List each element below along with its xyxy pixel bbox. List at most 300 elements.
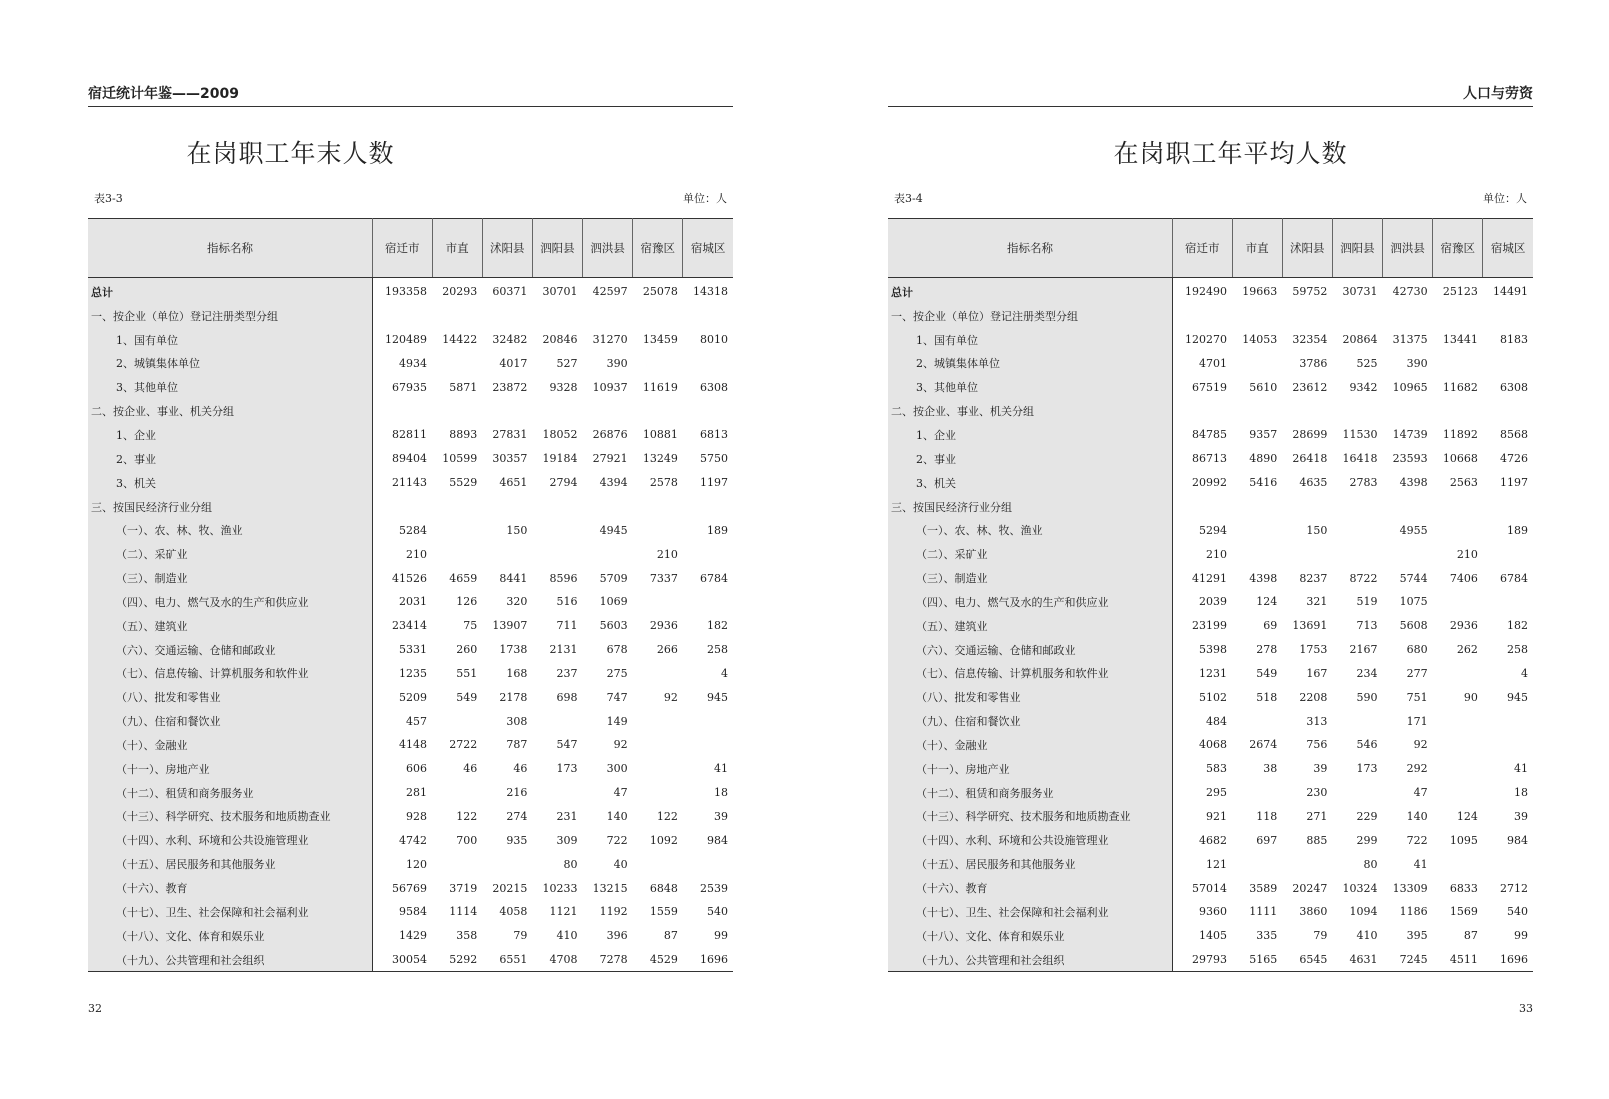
table-cell: 13691 bbox=[1292, 619, 1328, 633]
table-cell: 320 bbox=[506, 595, 528, 609]
table-cell: 7406 bbox=[1449, 571, 1478, 585]
table-cell: 2722 bbox=[449, 738, 478, 752]
table-cell: 5294 bbox=[1199, 523, 1228, 537]
table-cell: 2936 bbox=[1449, 619, 1478, 633]
table-cell bbox=[1232, 542, 1282, 566]
table-cell: 5165 bbox=[1249, 953, 1278, 967]
table-cell bbox=[432, 399, 482, 423]
table-cell bbox=[1483, 495, 1533, 519]
table-cell bbox=[532, 542, 582, 566]
table-cell: 25078 bbox=[642, 285, 678, 299]
table-cell: 8010 bbox=[700, 333, 728, 347]
table-row bbox=[88, 278, 733, 304]
table-cell: 230 bbox=[1306, 786, 1328, 800]
table-row bbox=[88, 781, 733, 805]
table-cell: 1231 bbox=[1199, 666, 1228, 680]
table-cell: 189 bbox=[1507, 523, 1528, 537]
table-cell: 5709 bbox=[599, 571, 628, 585]
table-row bbox=[888, 852, 1533, 876]
table-cell: 150 bbox=[506, 523, 528, 537]
table-cell bbox=[1433, 757, 1483, 781]
table-cell bbox=[1433, 590, 1483, 614]
table-cell bbox=[1282, 304, 1332, 328]
table-cell: 11619 bbox=[642, 380, 678, 394]
table-row bbox=[888, 278, 1533, 304]
row-label: 3、机关 bbox=[888, 471, 1173, 495]
row-label: 二、按企业、事业、机关分组 bbox=[88, 399, 373, 423]
table-cell: 5416 bbox=[1249, 476, 1278, 490]
table-cell bbox=[1232, 495, 1282, 519]
table-cell: 8568 bbox=[1500, 428, 1528, 442]
table-row bbox=[88, 495, 733, 519]
table-cell: 18 bbox=[714, 786, 728, 800]
table-cell bbox=[532, 709, 582, 733]
table-cell bbox=[683, 495, 733, 519]
table-cell: 484 bbox=[1206, 714, 1228, 728]
table-cell: 167 bbox=[1306, 666, 1328, 680]
table-cell: 935 bbox=[506, 833, 528, 847]
table-cell: 299 bbox=[1356, 833, 1378, 847]
table-cell bbox=[373, 399, 433, 423]
table-cell: 4398 bbox=[1249, 571, 1278, 585]
table-cell bbox=[1483, 590, 1533, 614]
table-cell: 300 bbox=[606, 762, 628, 776]
table-cell: 6784 bbox=[700, 571, 728, 585]
table-cell: 4631 bbox=[1349, 953, 1378, 967]
table-cell: 40 bbox=[613, 857, 628, 871]
row-label: 3、其他单位 bbox=[88, 375, 373, 399]
table-cell bbox=[583, 399, 633, 423]
row-label: （五）、建筑业 bbox=[888, 614, 1173, 638]
table-cell: 38 bbox=[1263, 762, 1278, 776]
table-cell: 67935 bbox=[392, 380, 428, 394]
row-label: （一）、农、林、牧、渔业 bbox=[88, 518, 373, 542]
table-cell: 547 bbox=[556, 738, 578, 752]
table-cell: 309 bbox=[556, 833, 578, 847]
row-label: 总计 bbox=[88, 278, 373, 304]
table-cell: 20215 bbox=[492, 881, 528, 895]
table-row bbox=[88, 471, 733, 495]
table-cell: 80 bbox=[1363, 857, 1378, 871]
row-label: （十）、金融业 bbox=[88, 733, 373, 757]
table-cell: 3589 bbox=[1249, 881, 1278, 895]
table-cell: 92 bbox=[1413, 738, 1428, 752]
table-cell bbox=[633, 518, 683, 542]
column-header: 宿豫区 bbox=[1433, 219, 1483, 278]
table-cell: 295 bbox=[1206, 786, 1228, 800]
table-cell: 4 bbox=[721, 666, 728, 680]
row-label: （四）、电力、燃气及水的生产和供应业 bbox=[888, 590, 1173, 614]
table-cell: 234 bbox=[1356, 666, 1378, 680]
table-cell bbox=[1483, 852, 1533, 876]
table-row bbox=[888, 566, 1533, 590]
column-header-indicator: 指标名称 bbox=[888, 219, 1173, 278]
row-label: （十）、金融业 bbox=[888, 733, 1173, 757]
table-cell bbox=[1282, 852, 1332, 876]
table-cell: 173 bbox=[1356, 762, 1378, 776]
table-cell: 1114 bbox=[449, 905, 478, 919]
table-cell: 6833 bbox=[1449, 881, 1478, 895]
data-table bbox=[88, 218, 733, 972]
table-cell: 262 bbox=[1456, 643, 1478, 657]
row-label: 3、机关 bbox=[88, 471, 373, 495]
table-cell: 2167 bbox=[1349, 643, 1378, 657]
row-label: （十四）、水利、环境和公共设施管理业 bbox=[88, 828, 373, 852]
table-cell: 5331 bbox=[399, 643, 428, 657]
table-cell: 46 bbox=[513, 762, 528, 776]
table-cell bbox=[1483, 709, 1533, 733]
table-cell: 16418 bbox=[1342, 452, 1378, 466]
table-cell: 20846 bbox=[542, 333, 578, 347]
table-cell: 5750 bbox=[700, 452, 728, 466]
table-cell: 3719 bbox=[449, 881, 478, 895]
table-cell: 30357 bbox=[492, 452, 528, 466]
row-label: （十一）、房地产业 bbox=[888, 757, 1173, 781]
table-cell: 168 bbox=[506, 666, 528, 680]
table-cell bbox=[1282, 399, 1332, 423]
table-cell: 69 bbox=[1263, 619, 1278, 633]
table-cell bbox=[1483, 352, 1533, 376]
table-cell: 182 bbox=[707, 619, 728, 633]
table-cell: 4058 bbox=[499, 905, 528, 919]
table-cell: 1569 bbox=[1449, 905, 1478, 919]
row-label: （二）、采矿业 bbox=[888, 542, 1173, 566]
table-cell: 122 bbox=[656, 809, 678, 823]
table-cell: 20864 bbox=[1342, 333, 1378, 347]
table-cell: 4017 bbox=[499, 356, 528, 370]
table-cell: 1559 bbox=[649, 905, 678, 919]
row-label: （一）、农、林、牧、渔业 bbox=[888, 518, 1173, 542]
table-cell: 149 bbox=[606, 714, 628, 728]
table-cell: 41 bbox=[714, 762, 728, 776]
table-cell: 525 bbox=[1356, 356, 1378, 370]
table-cell: 945 bbox=[1507, 690, 1528, 704]
row-label: 总计 bbox=[888, 278, 1173, 304]
table-row bbox=[88, 399, 733, 423]
table-cell: 41 bbox=[1413, 857, 1428, 871]
table-cell: 2208 bbox=[1299, 690, 1328, 704]
row-label: （十六）、教育 bbox=[888, 876, 1173, 900]
column-header: 市直 bbox=[432, 219, 482, 278]
table-row bbox=[888, 876, 1533, 900]
table-cell: 1235 bbox=[399, 666, 428, 680]
table-cell: 7337 bbox=[649, 571, 678, 585]
table-cell: 1429 bbox=[399, 929, 428, 943]
table-cell: 210 bbox=[1456, 547, 1478, 561]
column-header: 泗阳县 bbox=[532, 219, 582, 278]
table-row bbox=[888, 757, 1533, 781]
row-label: （五）、建筑业 bbox=[88, 614, 373, 638]
column-header-indicator: 指标名称 bbox=[88, 219, 373, 278]
table-cell: 258 bbox=[1507, 643, 1528, 657]
table-cell bbox=[482, 495, 532, 519]
table-cell bbox=[1383, 495, 1433, 519]
table-cell: 32354 bbox=[1292, 333, 1328, 347]
table-cell: 274 bbox=[506, 809, 528, 823]
table-cell: 14422 bbox=[442, 333, 478, 347]
table-cell bbox=[1433, 518, 1483, 542]
table-cell: 32482 bbox=[492, 333, 528, 347]
table-cell: 92 bbox=[663, 690, 678, 704]
row-label: （八）、批发和零售业 bbox=[88, 685, 373, 709]
table-row bbox=[888, 447, 1533, 471]
table-row bbox=[888, 948, 1533, 972]
column-header: 宿城区 bbox=[1483, 219, 1533, 278]
table-cell: 921 bbox=[1206, 809, 1228, 823]
table-cell: 4945 bbox=[599, 523, 628, 537]
table-cell bbox=[532, 781, 582, 805]
table-cell: 57014 bbox=[1192, 881, 1228, 895]
table-cell: 140 bbox=[606, 809, 628, 823]
table-cell: 945 bbox=[707, 690, 728, 704]
table-cell bbox=[1232, 304, 1282, 328]
table-cell: 10965 bbox=[1392, 380, 1428, 394]
table-row bbox=[88, 733, 733, 757]
table-unit: 单位：人 bbox=[683, 192, 727, 205]
table-cell: 722 bbox=[1406, 833, 1428, 847]
row-label: （十三）、科学研究、技术服务和地质勘查业 bbox=[888, 805, 1173, 829]
table-cell: 5603 bbox=[599, 619, 628, 633]
row-label: 一、按企业（单位）登记注册类型分组 bbox=[888, 304, 1173, 328]
table-cell: 308 bbox=[506, 714, 528, 728]
table-cell bbox=[1332, 709, 1382, 733]
table-cell: 2712 bbox=[1500, 881, 1528, 895]
table-cell: 140 bbox=[1406, 809, 1428, 823]
table-cell: 2178 bbox=[499, 690, 528, 704]
table-cell: 271 bbox=[1306, 809, 1328, 823]
table-row bbox=[888, 590, 1533, 614]
table-cell: 1186 bbox=[1399, 905, 1428, 919]
table-cell bbox=[1332, 781, 1382, 805]
table-cell: 193358 bbox=[385, 285, 428, 299]
table-cell bbox=[633, 399, 683, 423]
running-head bbox=[88, 84, 733, 107]
table-cell: 6308 bbox=[1500, 380, 1528, 394]
table-cell: 92 bbox=[613, 738, 628, 752]
column-header: 泗洪县 bbox=[583, 219, 633, 278]
table-row bbox=[888, 614, 1533, 638]
table-cell: 549 bbox=[456, 690, 478, 704]
table-row bbox=[88, 566, 733, 590]
table-cell bbox=[1332, 542, 1382, 566]
table-cell bbox=[1433, 709, 1483, 733]
row-label: （十六）、教育 bbox=[88, 876, 373, 900]
table-row bbox=[888, 423, 1533, 447]
table-cell: 84785 bbox=[1192, 428, 1228, 442]
table-cell: 358 bbox=[456, 929, 478, 943]
table-cell: 8441 bbox=[499, 571, 528, 585]
table-row bbox=[888, 304, 1533, 328]
table-cell: 6813 bbox=[700, 428, 728, 442]
table-cell bbox=[482, 399, 532, 423]
table-cell: 13215 bbox=[592, 881, 628, 895]
row-label: （九）、住宿和餐饮业 bbox=[888, 709, 1173, 733]
row-label: （十五）、居民服务和其他服务业 bbox=[888, 852, 1173, 876]
table-cell: 292 bbox=[1406, 762, 1428, 776]
table-cell bbox=[1433, 304, 1483, 328]
table-cell: 90 bbox=[1463, 690, 1478, 704]
column-header: 市直 bbox=[1232, 219, 1282, 278]
row-label: （七）、信息传输、计算机服务和软件业 bbox=[88, 662, 373, 686]
table-cell: 4635 bbox=[1299, 476, 1328, 490]
table-cell: 6545 bbox=[1299, 953, 1328, 967]
table-cell: 747 bbox=[606, 690, 628, 704]
table-cell: 5608 bbox=[1399, 619, 1428, 633]
table-cell: 13309 bbox=[1392, 881, 1428, 895]
row-label: （十二）、租赁和商务服务业 bbox=[88, 781, 373, 805]
table-cell: 5529 bbox=[449, 476, 478, 490]
table-cell: 6784 bbox=[1500, 571, 1528, 585]
table-cell: 390 bbox=[1406, 356, 1428, 370]
table-cell: 29793 bbox=[1192, 953, 1228, 967]
table-cell: 2031 bbox=[399, 595, 428, 609]
table-cell: 89404 bbox=[392, 452, 428, 466]
table-cell: 19184 bbox=[542, 452, 578, 466]
table-cell: 210 bbox=[1206, 547, 1228, 561]
table-cell: 2794 bbox=[549, 476, 578, 490]
table-cell: 86713 bbox=[1192, 452, 1228, 466]
table-cell bbox=[1433, 495, 1483, 519]
table-cell: 4701 bbox=[1199, 356, 1228, 370]
table-cell: 540 bbox=[707, 905, 728, 919]
table-cell: 2578 bbox=[649, 476, 678, 490]
table-cell bbox=[683, 399, 733, 423]
row-label: 一、按企业（单位）登记注册类型分组 bbox=[88, 304, 373, 328]
table-cell: 711 bbox=[556, 619, 578, 633]
table-cell: 41526 bbox=[392, 571, 428, 585]
row-label: （十二）、租赁和商务服务业 bbox=[888, 781, 1173, 805]
table-cell bbox=[1232, 352, 1282, 376]
table-cell: 120489 bbox=[385, 333, 428, 347]
table-cell bbox=[432, 709, 482, 733]
row-label: （九）、住宿和餐饮业 bbox=[88, 709, 373, 733]
table-cell: 75 bbox=[463, 619, 478, 633]
table-row bbox=[88, 876, 733, 900]
table-cell: 9342 bbox=[1349, 380, 1378, 394]
table-cell: 20247 bbox=[1292, 881, 1328, 895]
table-cell bbox=[1383, 542, 1433, 566]
running-head-text: 宿迁统计年鉴——2009 bbox=[88, 86, 239, 102]
table-row bbox=[888, 471, 1533, 495]
table-cell: 885 bbox=[1306, 833, 1328, 847]
table-cell: 121 bbox=[1206, 857, 1228, 871]
table-cell: 10668 bbox=[1442, 452, 1478, 466]
table-cell bbox=[1383, 304, 1433, 328]
table-cell: 8237 bbox=[1299, 571, 1328, 585]
table-cell: 680 bbox=[1406, 643, 1428, 657]
table-cell bbox=[1433, 352, 1483, 376]
table-cell: 5209 bbox=[399, 690, 428, 704]
table-cell: 1075 bbox=[1399, 595, 1428, 609]
table-row bbox=[88, 924, 733, 948]
table-row bbox=[888, 352, 1533, 376]
table-cell: 313 bbox=[1306, 714, 1328, 728]
table-cell: 47 bbox=[1413, 786, 1428, 800]
column-header: 沭阳县 bbox=[1282, 219, 1332, 278]
table-cell: 31270 bbox=[592, 333, 628, 347]
table-cell: 231 bbox=[556, 809, 578, 823]
table-cell: 46 bbox=[463, 762, 478, 776]
table-cell bbox=[1332, 304, 1382, 328]
table-cell: 10599 bbox=[442, 452, 478, 466]
table-cell bbox=[1483, 542, 1533, 566]
row-label: （三）、制造业 bbox=[88, 566, 373, 590]
table-cell bbox=[683, 352, 733, 376]
table-cell: 2783 bbox=[1349, 476, 1378, 490]
table-cell: 410 bbox=[1356, 929, 1378, 943]
table-row bbox=[888, 733, 1533, 757]
table-cell bbox=[1232, 852, 1282, 876]
table-cell: 14053 bbox=[1242, 333, 1278, 347]
table-row bbox=[888, 781, 1533, 805]
row-label: 1、企业 bbox=[888, 423, 1173, 447]
table-cell: 4 bbox=[1521, 666, 1528, 680]
table-cell bbox=[482, 852, 532, 876]
table-cell: 14318 bbox=[693, 285, 728, 299]
table-cell bbox=[373, 495, 433, 519]
row-label: 2、事业 bbox=[888, 447, 1173, 471]
table-cell: 79 bbox=[1313, 929, 1328, 943]
table-row bbox=[88, 948, 733, 972]
table-cell: 2539 bbox=[700, 881, 728, 895]
table-title: 在岗职工年平均人数 bbox=[1113, 139, 1348, 168]
table-cell: 120270 bbox=[1185, 333, 1228, 347]
table-row bbox=[888, 924, 1533, 948]
table-row bbox=[888, 900, 1533, 924]
row-label: （八）、批发和零售业 bbox=[888, 685, 1173, 709]
table-cell bbox=[633, 733, 683, 757]
table-cell: 549 bbox=[1256, 666, 1278, 680]
running-head bbox=[888, 84, 1533, 107]
table-row bbox=[88, 757, 733, 781]
table-cell bbox=[633, 304, 683, 328]
table-cell: 984 bbox=[1507, 833, 1528, 847]
table-cell: 8596 bbox=[549, 571, 578, 585]
table-cell bbox=[683, 709, 733, 733]
table-cell: 4659 bbox=[449, 571, 478, 585]
table-row bbox=[888, 805, 1533, 829]
table-cell bbox=[1433, 852, 1483, 876]
table-cell: 4651 bbox=[499, 476, 528, 490]
page-number: 33 bbox=[1519, 1002, 1533, 1015]
table-cell bbox=[432, 781, 482, 805]
table-cell: 4394 bbox=[599, 476, 628, 490]
table-cell bbox=[1383, 399, 1433, 423]
table-cell bbox=[1433, 733, 1483, 757]
table-cell: 5284 bbox=[399, 523, 428, 537]
table-cell: 210 bbox=[406, 547, 428, 561]
table-cell bbox=[432, 852, 482, 876]
table-cell: 41 bbox=[1514, 762, 1528, 776]
table-cell: 9360 bbox=[1199, 905, 1228, 919]
table-cell: 1738 bbox=[499, 643, 528, 657]
table-cell: 56769 bbox=[392, 881, 428, 895]
table-cell: 23872 bbox=[492, 380, 528, 394]
table-cell: 321 bbox=[1306, 595, 1328, 609]
table-cell: 8183 bbox=[1500, 333, 1528, 347]
table-cell: 18052 bbox=[542, 428, 578, 442]
table-cell: 171 bbox=[1406, 714, 1428, 728]
row-label: （十五）、居民服务和其他服务业 bbox=[88, 852, 373, 876]
table-cell bbox=[532, 399, 582, 423]
table-cell: 518 bbox=[1256, 690, 1278, 704]
column-header: 宿城区 bbox=[683, 219, 733, 278]
table-cell: 540 bbox=[1507, 905, 1528, 919]
row-label: （六）、交通运输、仓储和邮政业 bbox=[888, 638, 1173, 662]
table-cell: 551 bbox=[456, 666, 478, 680]
table-cell: 713 bbox=[1356, 619, 1378, 633]
row-label: （十八）、文化、体育和娱乐业 bbox=[88, 924, 373, 948]
